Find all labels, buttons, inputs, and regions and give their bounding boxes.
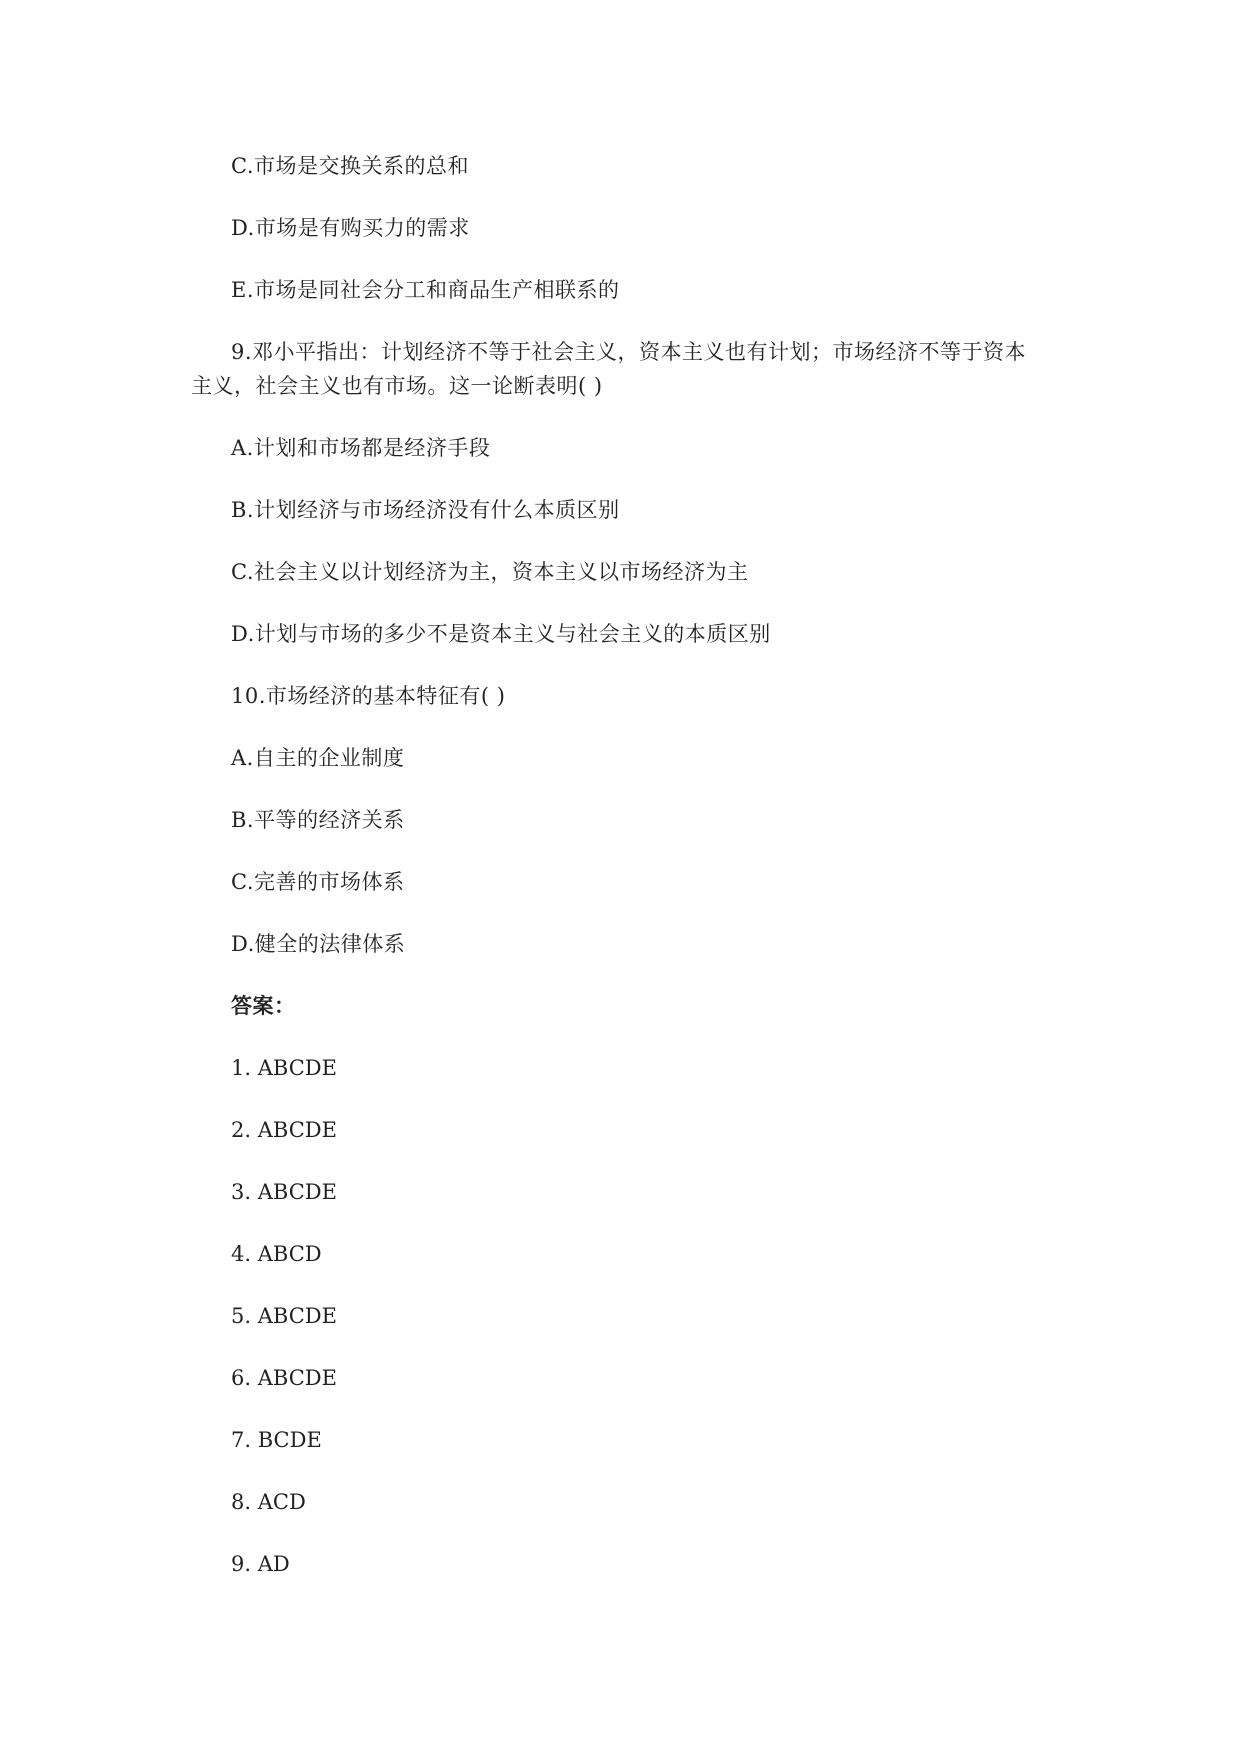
question-10-option-c: C.完善的市场体系: [231, 870, 405, 894]
option-c-prev: C.市场是交换关系的总和: [231, 154, 469, 178]
answer-item: 9. AD: [231, 1552, 290, 1576]
answer-item: 6. ABCDE: [231, 1366, 337, 1390]
question-10-option-d: D.健全的法律体系: [231, 932, 406, 956]
question-9-line-2: 主义，社会主义也有市场。这一论断表明( ): [191, 374, 603, 398]
answer-item: 8. ACD: [231, 1490, 306, 1514]
question-9-option-d: D.计划与市场的多少不是资本主义与社会主义的本质区别: [231, 622, 771, 646]
answer-item: 5. ABCDE: [231, 1304, 337, 1328]
answer-item: 4. ABCD: [231, 1242, 322, 1266]
question-10-stem: 10.市场经济的基本特征有( ): [231, 684, 506, 708]
answer-item: 7. BCDE: [231, 1428, 322, 1452]
question-10-option-a: A.自主的企业制度: [231, 746, 405, 770]
option-d-prev: D.市场是有购买力的需求: [231, 216, 470, 240]
answers-heading: 答案：: [231, 993, 296, 1018]
answer-item: 3. ABCDE: [231, 1180, 337, 1204]
question-9-line-1: 9.邓小平指出：计划经济不等于社会主义，资本主义也有计划；市场经济不等于资本: [231, 340, 1027, 364]
option-e-prev: E.市场是同社会分工和商品生产相联系的: [231, 278, 620, 302]
answer-item: 1. ABCDE: [231, 1056, 337, 1080]
question-9-option-a: A.计划和市场都是经济手段: [231, 436, 491, 460]
question-10-option-b: B.平等的经济关系: [231, 808, 405, 832]
answer-item: 2. ABCDE: [231, 1118, 337, 1142]
question-9-option-b: B.计划经济与市场经济没有什么本质区别: [231, 498, 620, 522]
question-9-option-c: C.社会主义以计划经济为主，资本主义以市场经济为主: [231, 560, 749, 584]
